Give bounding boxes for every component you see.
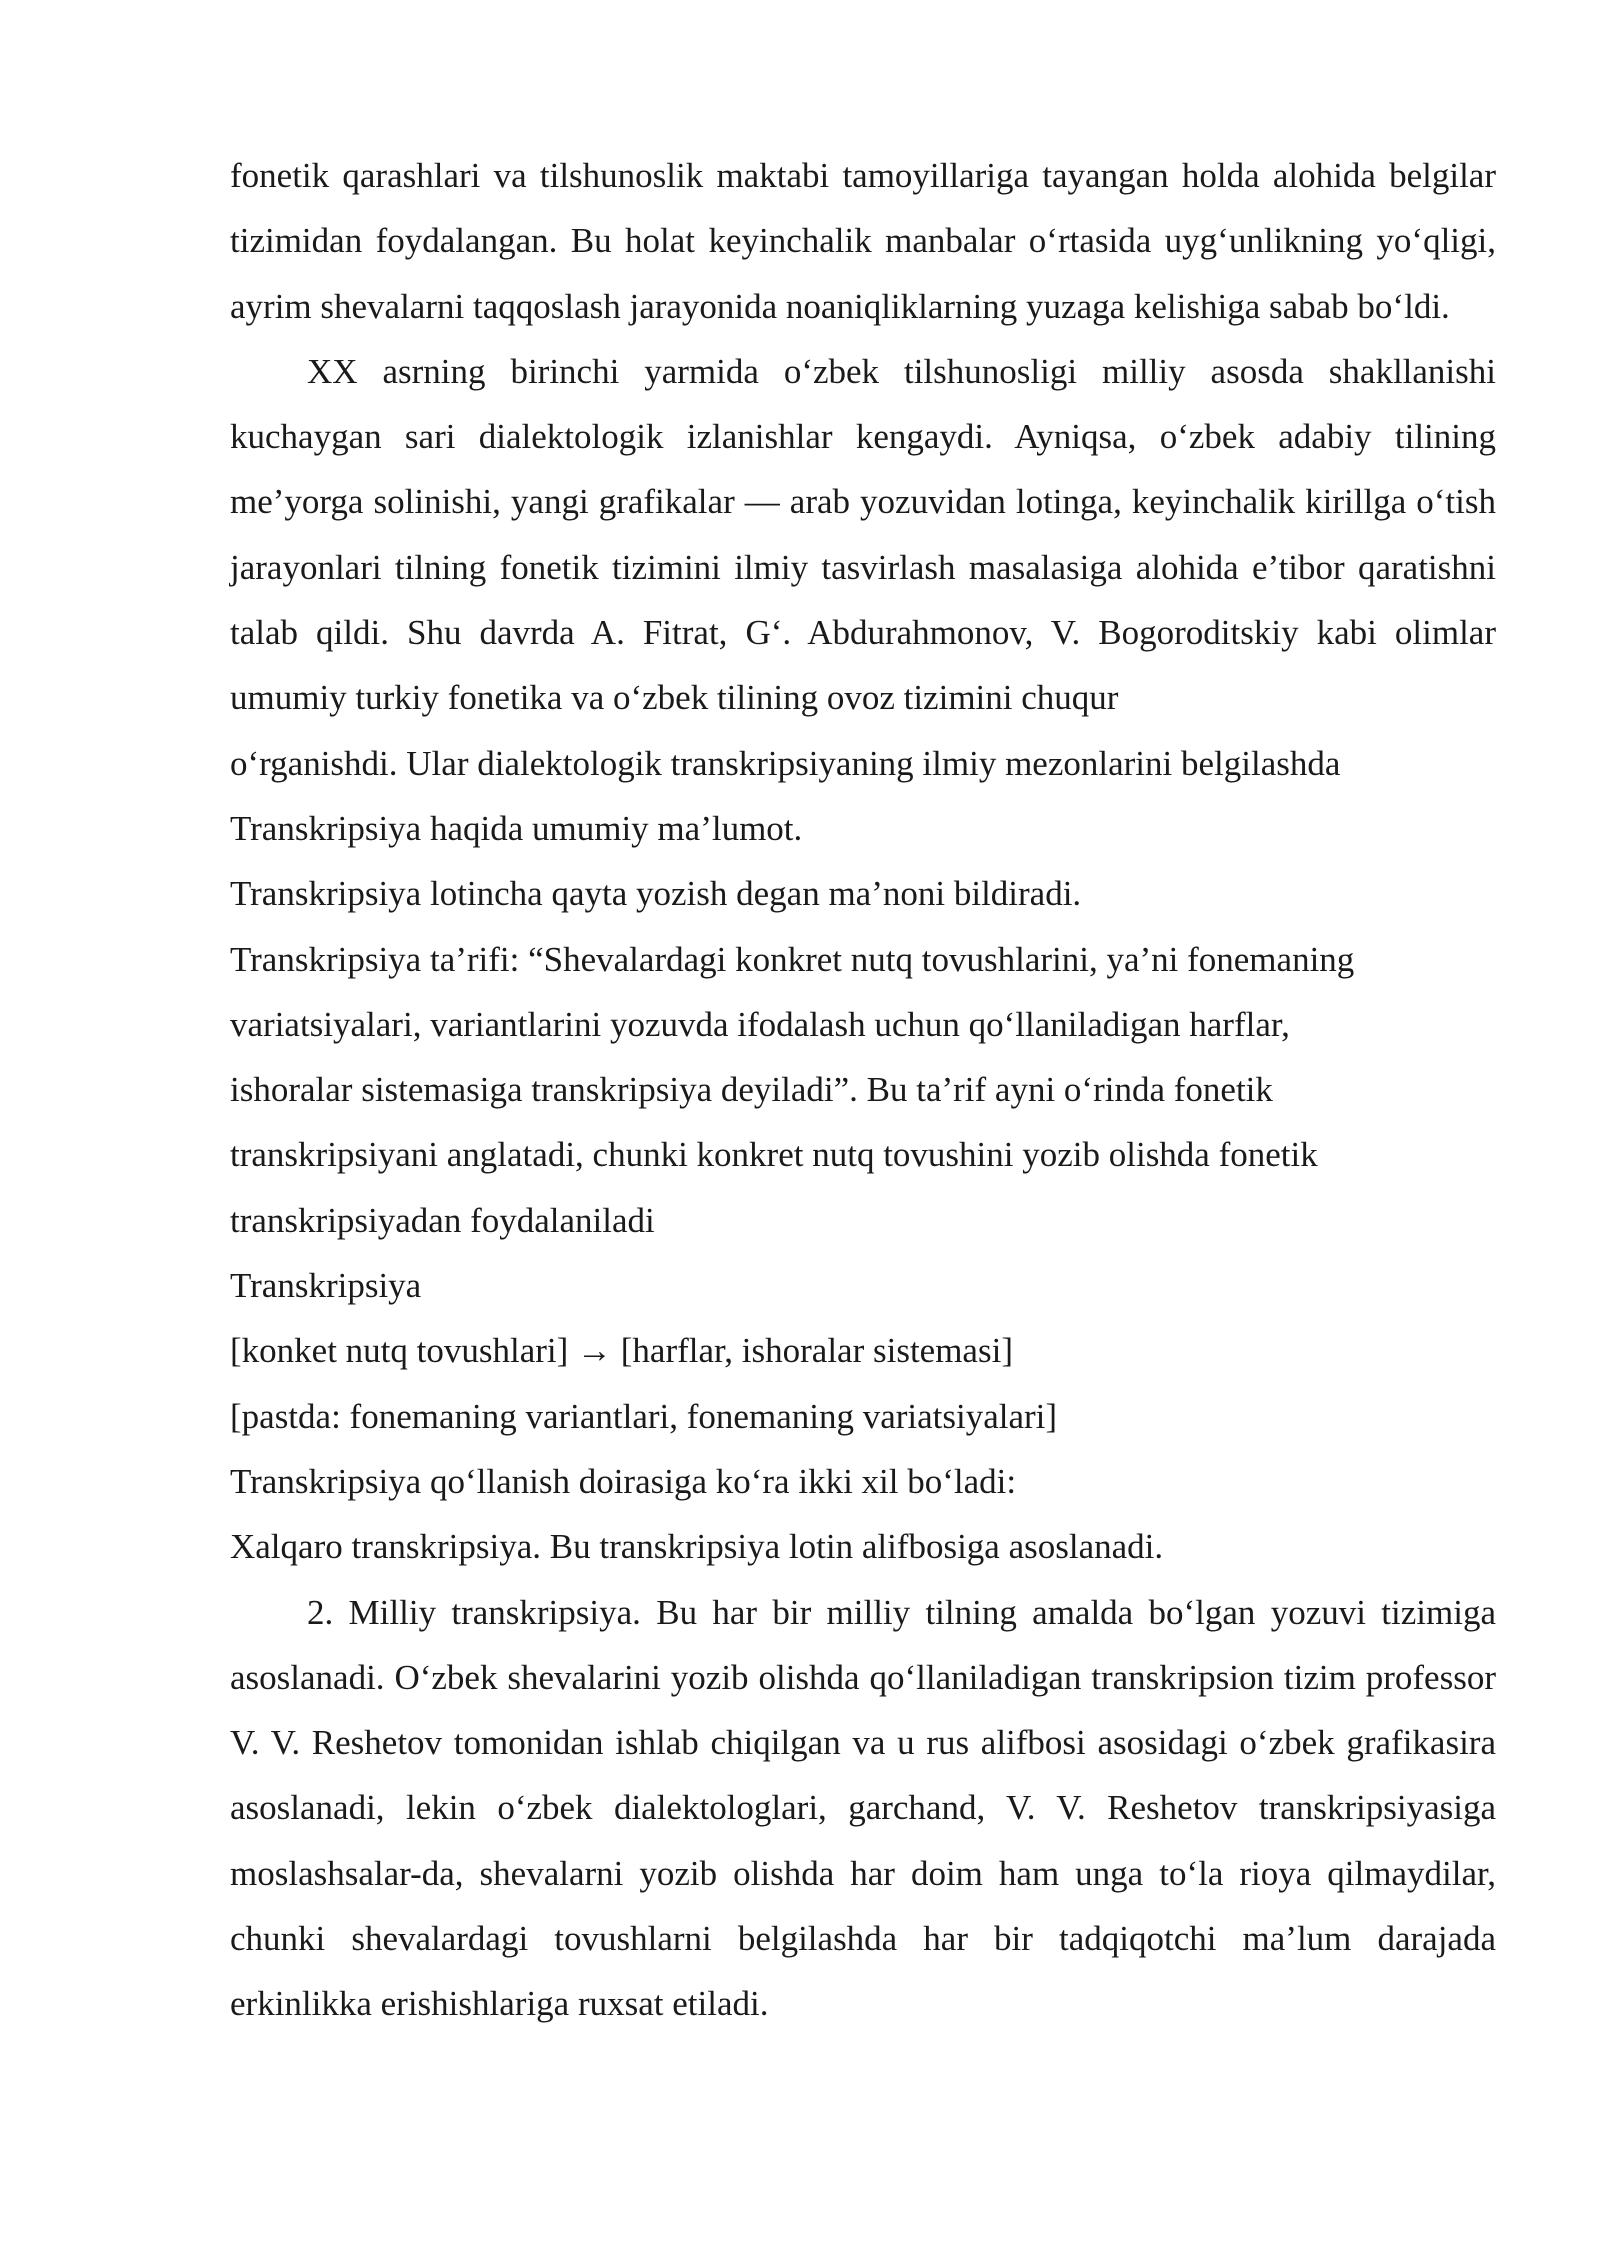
line-scheme-bottom: [pastda: fonemaning variantlari, fonemaning variatsiyalari]	[230, 1396, 1058, 1436]
paragraph-xx-asr: XX asrning birinchi yarmida o‘zbek tilshunosligi milliy asosda shakllanishi kuchaygan sari dialektologik izlanishlar kengaydi. Ayniqsa, o‘zbek adabiy tilining me’yorga solinishi, yangi grafikalar — arab yozuvidan lotinga, keyinchalik kirillga o‘tish jarayonlari tilning fonetik tizimini ilmiy tasvirlash masalasiga alohida e’tibor qaratishni talab qildi. Shu davrda A. Fitrat, G‘. Abdurahmonov, V. Bogoroditskiy kabi olimlar umumiy turkiy fonetika va o‘zbek tilining ovoz tizimini chuqur	[230, 351, 1496, 718]
line-types: Transkripsiya qo‘llanish doirasiga ko‘ra ikki xil bo‘ladi:	[230, 1461, 1017, 1501]
paragraph-xx-asr-last-line: o‘rganishdi. Ular dialektologik transkripsiyaning ilmiy mezonlarini belgilashda	[230, 743, 1341, 783]
line-international: Xalqaro transkripsiya. Bu transkripsiya lotin alifbosiga asoslanadi.	[230, 1527, 1164, 1567]
section-heading-transkripsiya: Transkripsiya haqida umumiy ma’lumot.	[230, 808, 803, 848]
definition-line: Transkripsiya ta’rifi: “Shevalardagi konkret nutq tovushlarini, ya’ni fonemaning	[230, 939, 1355, 979]
paragraph-fonetik: fonetik qarashlari va tilshunoslik maktabi tamoyillariga tayangan holda alohida belgilar tizimidan foydalangan. Bu holat keyinchalik manbalar o‘rtasida uyg‘unlikning yo‘qligi, ayrim shevalarni taqqoslash jarayonida noaniqliklarning yuzaga kelishiga sabab bo‘ldi.	[230, 156, 1496, 326]
definition-line: variatsiyalari, variantlarini yozuvda ifodalash uchun qo‘llaniladigan harflar,	[230, 1004, 1290, 1044]
line-lotincha: Transkripsiya lotincha qayta yozish degan ma’noni bildiradi.	[230, 874, 1082, 914]
document-page	[230, 143, 1496, 2037]
definition-line: ishoralar sistemasiga transkripsiya deyiladi”. Bu ta’rif ayni o‘rinda fonetik	[230, 1070, 1273, 1110]
definition-line: transkripsiyadan foydalaniladi	[230, 1200, 655, 1240]
line-scheme: [konket nutq tovushlari] → [harflar, ishoralar sistemasi]	[230, 1331, 1013, 1371]
paragraph-milliy-transkripsiya: 2. Milliy transkripsiya. Bu har bir milliy tilning amalda bo‘lgan yozuvi tizimiga asoslanadi. O‘zbek shevalarini yozib olishda qo‘llaniladigan transkripsion tizim professor V. V. Reshetov tomonidan ishlab chiqilgan va u rus alifbosi asosidagi o‘zbek grafikasira asoslanadi, lekin o‘zbek dialektologlari, garchand, V. V. Reshetov transkripsiyasiga moslashsalar-da, shevalarni yozib olishda har doim ham unga to‘la rioya qilmaydilar, chunki shevalardagi tovushlarni belgilashda har bir tadqiqotchi ma’lum darajada erkinlikka erishishlariga ruxsat etiladi.	[230, 1592, 1496, 2024]
line-transkripsiya: Transkripsiya	[230, 1266, 422, 1306]
definition-line: transkripsiyani anglatadi, chunki konkret nutq tovushini yozib olishda fonetik	[230, 1135, 1318, 1175]
